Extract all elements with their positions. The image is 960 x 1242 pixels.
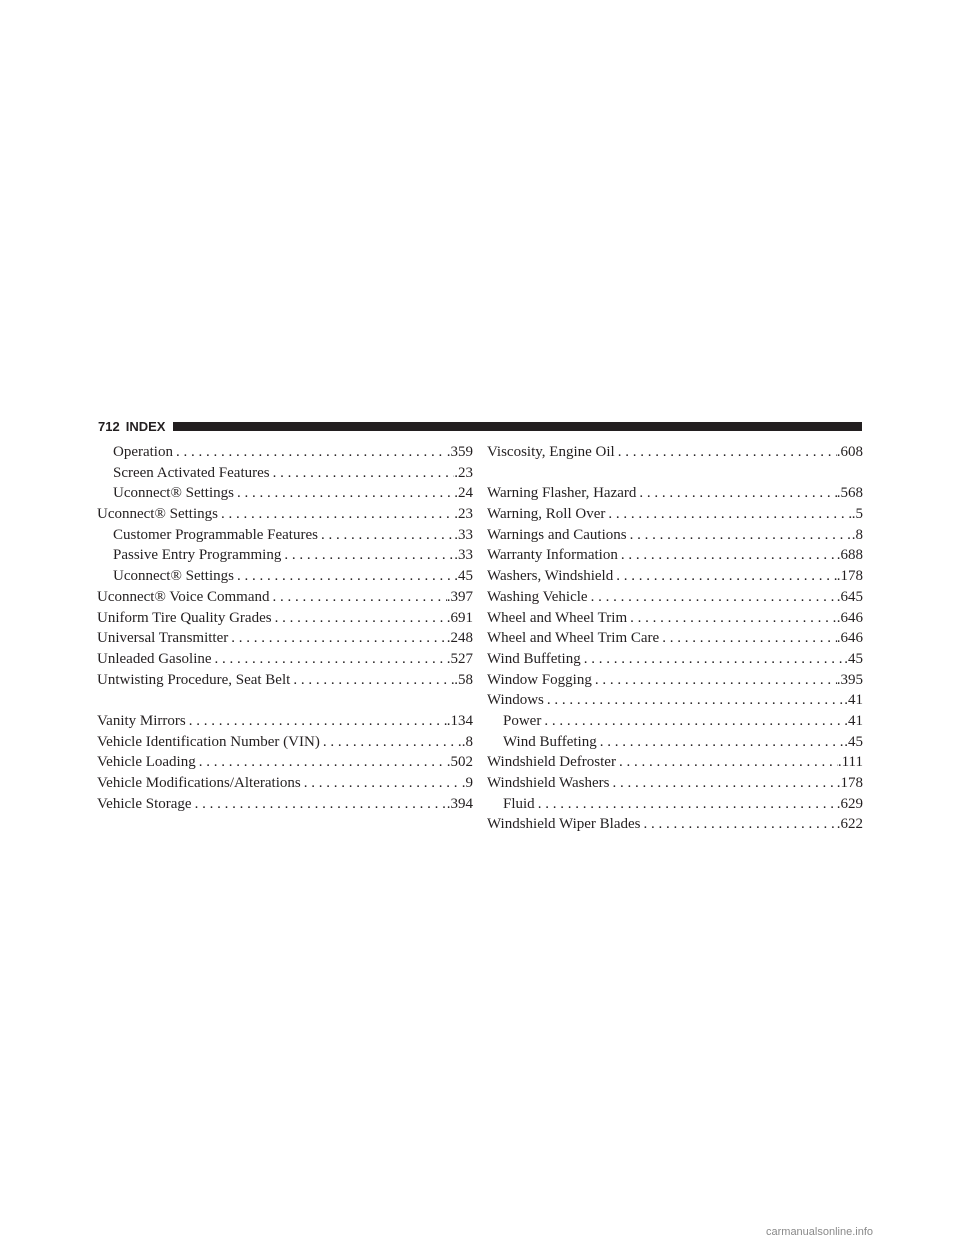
- entry-page-number: .646: [836, 609, 863, 626]
- index-subentry: [97, 442, 473, 463]
- index-entry: [487, 608, 863, 629]
- index-entry: [97, 504, 473, 525]
- dot-leader: [192, 794, 447, 815]
- dot-leader: [605, 504, 851, 525]
- entry-label: Uconnect® Settings: [113, 568, 234, 585]
- entry-page-number: .111: [837, 754, 863, 771]
- entry-label: Viscosity, Engine Oil: [487, 444, 615, 460]
- entry-page-number: .41: [844, 712, 863, 729]
- entry-label: Vehicle Loading: [97, 754, 196, 771]
- entry-page-number: .5: [851, 506, 863, 523]
- index-entry: [97, 732, 473, 753]
- entry-page-number: .41: [844, 692, 863, 709]
- dot-leader: [320, 732, 462, 753]
- dot-leader: [615, 442, 837, 463]
- index-entry: [97, 752, 473, 773]
- index-entry: [97, 794, 473, 815]
- index-entry: [97, 649, 473, 670]
- page-header: [98, 417, 862, 435]
- entry-label: Washing Vehicle: [487, 588, 588, 605]
- entry-label: Customer Programmable Features: [113, 526, 318, 543]
- entry-page-number: .397: [446, 588, 473, 605]
- dot-leader: [212, 649, 447, 670]
- dot-leader: [301, 773, 462, 794]
- entry-label: Screen Activated Features: [113, 464, 270, 481]
- dot-leader: [627, 525, 852, 546]
- entry-label: Wind Buffeting: [487, 650, 581, 667]
- dot-leader: [269, 587, 446, 608]
- dot-leader: [616, 752, 838, 773]
- entry-page-number: .24: [454, 485, 473, 502]
- index-entry: [487, 504, 863, 525]
- entry-label: Power: [503, 712, 542, 729]
- index-subentry: [487, 711, 863, 732]
- entry-label: Wheel and Wheel Trim Care: [487, 630, 660, 647]
- index-subentry: [97, 566, 473, 587]
- entry-page-number: .691: [446, 609, 473, 626]
- entry-label: Uconnect® Voice Command: [97, 588, 270, 605]
- entry-label: Windshield Defroster: [487, 754, 616, 771]
- dot-leader: [636, 483, 836, 504]
- entry-label: Windshield Washers: [487, 775, 610, 791]
- entry-label: Uconnect® Settings: [97, 506, 218, 523]
- entry-label: Washers, Windshield: [487, 568, 614, 585]
- entry-page-number: .8: [851, 526, 863, 543]
- index-entry: [97, 608, 473, 629]
- entry-page-number: .359: [446, 444, 473, 460]
- dot-leader: [290, 670, 454, 691]
- index-entry: [487, 545, 863, 566]
- index-entry: [487, 628, 863, 649]
- index-subentry: [97, 525, 473, 546]
- entry-label: Wheel and Wheel Trim: [487, 609, 628, 626]
- index-entry: [487, 752, 863, 773]
- index-subentry: [97, 545, 473, 566]
- entry-page-number: .45: [454, 568, 473, 585]
- index-subentry: [487, 794, 863, 815]
- entry-label: Warning Flasher, Hazard: [487, 485, 637, 502]
- entry-label: Warning, Roll Over: [487, 506, 606, 523]
- dot-leader: [609, 773, 836, 794]
- index-entry: [487, 566, 863, 587]
- index-entry: [97, 711, 473, 732]
- entry-label: Warnings and Cautions: [487, 526, 627, 543]
- index-entry: [487, 442, 863, 463]
- entry-page-number: .394: [446, 795, 473, 812]
- entry-page-number: .248: [446, 630, 473, 647]
- dot-leader: [234, 483, 454, 504]
- entry-label: Untwisting Procedure, Seat Belt: [97, 671, 291, 688]
- entry-label: Windshield Wiper Blades: [487, 816, 641, 833]
- entry-page-number: .629: [836, 795, 863, 812]
- dot-leader: [272, 608, 447, 629]
- entry-label: Windows: [487, 692, 544, 709]
- entry-page-number: .134: [446, 712, 473, 729]
- dot-leader: [592, 670, 837, 691]
- dot-leader: [618, 545, 837, 566]
- dot-leader: [173, 442, 447, 463]
- index-entry: [97, 628, 473, 649]
- index-entry: [97, 670, 473, 691]
- entry-page-number: .608: [836, 444, 863, 460]
- index-subentry: [487, 732, 863, 753]
- entry-page-number: .568: [836, 485, 863, 502]
- entry-label: Uniform Tire Quality Grades: [97, 609, 272, 626]
- entry-page-number: .33: [454, 547, 473, 564]
- dot-leader: [218, 504, 454, 525]
- index-entry: [97, 773, 473, 794]
- entry-page-number: .58: [454, 671, 473, 688]
- entry-label: Window Fogging: [487, 671, 592, 688]
- entry-label: Universal Transmitter: [97, 630, 229, 647]
- index-entry: [487, 690, 863, 711]
- dot-leader: [544, 690, 844, 711]
- index-column-left: [97, 442, 473, 814]
- entry-label: Fluid: [503, 795, 535, 812]
- entry-page-number: .9: [461, 775, 473, 791]
- entry-page-number: .645: [836, 588, 863, 605]
- dot-leader: [627, 608, 837, 629]
- dot-leader: [588, 587, 837, 608]
- entry-page-number: .45: [844, 733, 863, 750]
- index-entry: [487, 814, 863, 835]
- entry-label: Unleaded Gasoline: [97, 650, 212, 667]
- entry-page-number: .178: [836, 775, 863, 791]
- entry-page-number: .502: [446, 754, 473, 771]
- dot-leader: [581, 649, 845, 670]
- entry-page-number: .688: [836, 547, 863, 564]
- entry-page-number: .178: [836, 568, 863, 585]
- entry-page-number: .8: [461, 733, 473, 750]
- entry-page-number: .23: [454, 464, 473, 481]
- dot-leader: [270, 463, 455, 484]
- entry-page-number: .23: [454, 506, 473, 523]
- index-entry: [97, 587, 473, 608]
- entry-page-number: .622: [836, 816, 863, 833]
- entry-page-number: .527: [446, 650, 473, 667]
- entry-label: Warranty Information: [487, 547, 618, 564]
- index-entry: [487, 670, 863, 691]
- section-title: INDEX: [125, 418, 166, 434]
- index-column-right: [487, 442, 863, 835]
- entry-page-number: .45: [844, 650, 863, 667]
- index-entry: [487, 773, 863, 794]
- entry-label: Wind Buffeting: [503, 733, 597, 750]
- entry-label: Vehicle Identification Number (VIN): [97, 733, 320, 750]
- dot-leader: [318, 525, 454, 546]
- dot-leader: [228, 628, 447, 649]
- dot-leader: [186, 711, 447, 732]
- index-subentry: [97, 483, 473, 504]
- entry-label: Passive Entry Programming: [113, 547, 282, 564]
- dot-leader: [597, 732, 845, 753]
- dot-leader: [281, 545, 454, 566]
- index-entry: [487, 525, 863, 546]
- dot-leader: [659, 628, 837, 649]
- entry-page-number: .33: [454, 526, 473, 543]
- dot-leader: [641, 814, 837, 835]
- index-entry: [487, 587, 863, 608]
- dot-leader: [541, 711, 844, 732]
- index-entry: [487, 649, 863, 670]
- entry-page-number: .646: [836, 630, 863, 647]
- dot-leader: [613, 566, 837, 587]
- index-entry: [487, 483, 863, 504]
- dot-leader: [535, 794, 837, 815]
- watermark: carmanualsonline.info: [766, 1226, 874, 1238]
- entry-label: Vehicle Modifications/Alterations: [97, 775, 301, 791]
- entry-page-number: .395: [836, 671, 863, 688]
- dot-leader: [234, 566, 454, 587]
- entry-label: Operation: [113, 444, 173, 460]
- entry-label: Vanity Mirrors: [97, 712, 186, 729]
- entry-label: Vehicle Storage: [97, 795, 192, 812]
- entry-label: Uconnect® Settings: [113, 485, 234, 502]
- header-rule: [173, 422, 862, 431]
- dot-leader: [196, 752, 447, 773]
- index-subentry: [97, 463, 473, 484]
- page-number: 712: [98, 418, 120, 434]
